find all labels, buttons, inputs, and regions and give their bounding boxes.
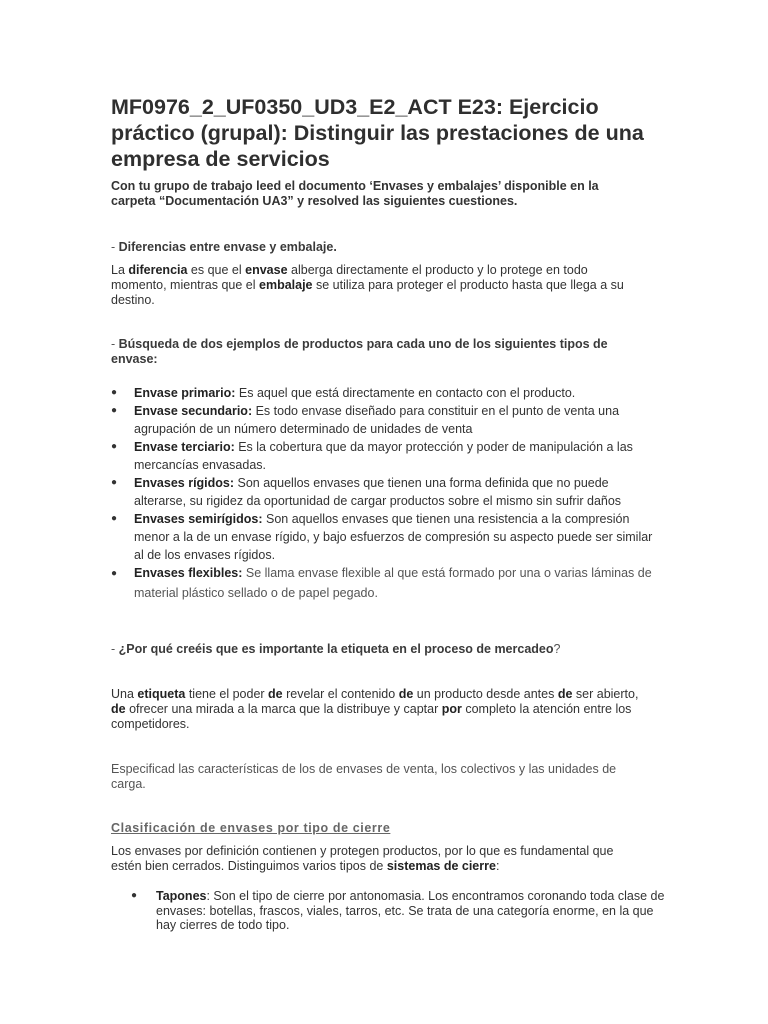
- item-text: Son aquellos envases que tienen una forma definida que no puede alterarse, su rigidez da oportunidad de cargar productos sobre el mismo sin sufrir daños: [134, 476, 622, 508]
- answer-bold: diferencia: [128, 263, 188, 277]
- list-item: [111, 474, 656, 510]
- question-mark: ?: [553, 642, 561, 656]
- item-label: Envases flexibles:: [134, 566, 243, 580]
- answer-text: se utiliza para proteger el producto hasta que llega a su destino.: [111, 278, 624, 307]
- bullet-icon: ●: [111, 568, 118, 579]
- answer-bold: de: [111, 702, 126, 716]
- question-dash: -: [111, 642, 119, 656]
- item-label: Tapones: [156, 889, 207, 903]
- item-text: Son aquellos envases que tienen una resistencia a la compresión menor a la de un envase rígido, y bajo esfuerzos de compresión su aspecto puede ser similar al de los envases rígidos.: [134, 512, 653, 562]
- list-item: [111, 438, 656, 474]
- answer-text: La: [111, 263, 129, 277]
- item-text: Es aquel que está directamente en contacto con el producto.: [235, 386, 576, 400]
- answer-3: [111, 687, 641, 732]
- question-4: Especificad las características de los de envases de venta, los colectivos y las unidades de carga.: [111, 762, 617, 791]
- answer-1: [111, 263, 641, 308]
- item-label: Envase terciario:: [134, 440, 235, 454]
- question-3: [111, 642, 560, 657]
- intro-bold: sistemas de cierre: [386, 859, 496, 873]
- item-text: Se llama envase flexible al que está formado por una o varias láminas de material plástico sellado o de papel pegado.: [134, 566, 652, 600]
- envase-types-list: [111, 384, 656, 603]
- bullet-icon: ●: [111, 441, 118, 452]
- item-text: Es todo envase diseñado para constituir en el punto de venta una agrupación de un número determinado de unidades de venta: [134, 404, 620, 436]
- answer-text: Una: [111, 687, 138, 701]
- bullet-icon: ●: [131, 890, 138, 901]
- list-item: [111, 384, 656, 402]
- bullet-icon: ●: [111, 387, 118, 398]
- answer-bold: etiqueta: [137, 687, 186, 701]
- item-label: Envases semirígidos:: [134, 512, 263, 526]
- answer-bold: envase: [245, 263, 288, 277]
- list-item: [111, 402, 656, 438]
- question-dash: -: [111, 240, 119, 254]
- answer-bold: de: [268, 687, 283, 701]
- answer-text: es que el: [187, 263, 246, 277]
- answer-bold: embalaje: [259, 278, 313, 292]
- item-text: : Son el tipo de cierre por antonomasia. Los encontramos coronando toda clase de envases: botellas, frascos, viales, tarros, etc. Se trata de una categoría enorme, en la que hay cierres de todo tipo.: [156, 889, 665, 932]
- cierre-intro: [111, 844, 641, 874]
- bullet-icon: ●: [111, 477, 118, 488]
- answer-text: alberga directamente el producto y lo protege en todo momento, mientras que el: [111, 263, 588, 292]
- question-1-heading: Diferencias entre envase y embalaje.: [118, 240, 337, 254]
- bullet-icon: ●: [111, 513, 118, 524]
- intro-text: Los envases por definición contienen y protegen productos, por lo que es fundamental que estén bien cerrados. Distinguimos varios tipos de: [111, 844, 614, 873]
- answer-bold: de: [398, 687, 414, 701]
- answer-text: un producto desde antes: [413, 687, 558, 701]
- question-dash: -: [111, 337, 119, 351]
- answer-text: completo la atención entre los competidores.: [111, 702, 632, 731]
- list-item: [111, 510, 656, 564]
- item-label: Envase secundario:: [134, 404, 253, 418]
- item-label: Envase primario:: [134, 386, 236, 400]
- question-2-heading: Búsqueda de dos ejemplos de productos para cada uno de los siguientes tipos de envase:: [111, 337, 608, 366]
- page-title: MF0976_2_UF0350_UD3_E2_ACT E23: Ejercicio práctico (grupal): Distinguir las prestaciones de una empresa de servicios: [111, 95, 644, 171]
- instructions: Con tu grupo de trabajo leed el documento ‘Envases y embalajes’ disponible en la carpeta “Documentación UA3” y resolved las siguientes cuestiones.: [111, 179, 599, 208]
- item-text: Es la cobertura que da mayor protección y poder de manipulación a las mercancías envasadas.: [134, 440, 633, 472]
- answer-text: revelar el contenido: [282, 687, 399, 701]
- answer-text: tiene el poder: [185, 687, 269, 701]
- answer-bold: por: [441, 702, 462, 716]
- section-title-cierre: Clasificación de envases por tipo de cierre: [111, 821, 391, 835]
- question-3-heading: ¿Por qué creéis que es importante la etiqueta en el proceso de mercadeo: [118, 642, 554, 656]
- question-2: [111, 337, 631, 367]
- question-1: [111, 240, 337, 255]
- answer-text: ser abierto,: [572, 687, 639, 701]
- list-item: [111, 564, 656, 603]
- bullet-icon: ●: [111, 405, 118, 416]
- answer-text: ofrecer una mirada a la marca que la distribuye y captar: [125, 702, 442, 716]
- item-label: Envases rígidos:: [134, 476, 235, 490]
- intro-text: :: [495, 859, 500, 873]
- answer-bold: de: [557, 687, 573, 701]
- list-item-tapones: [131, 889, 676, 933]
